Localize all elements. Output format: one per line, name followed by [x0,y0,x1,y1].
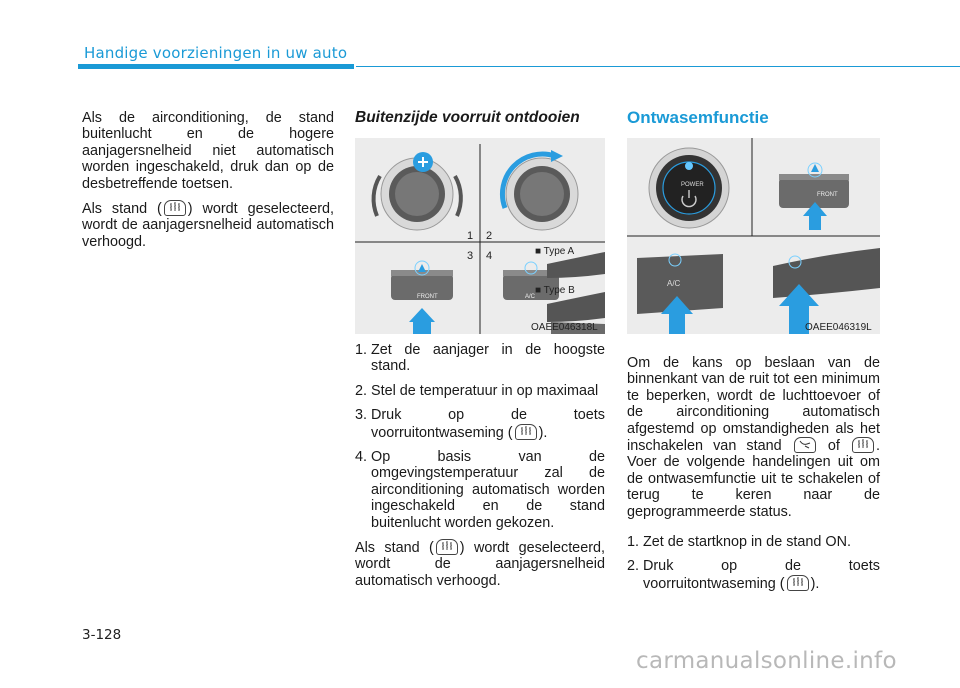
front-button-label: FRONT [417,294,438,300]
list-item: 2. Stel de temperatuur in op maximaal [355,382,599,399]
list-item: 1. Zet de startknop in de stand ON. [627,534,851,551]
figure-dehumidify-controls [627,138,880,334]
fig-num-4: 4 [486,250,493,262]
header-accent-bar [78,64,354,69]
middle-steps-block [355,342,605,597]
ac-button-label: A/C [667,279,681,288]
right-paragraph: Om de kans op beslaan van de binnenkant van de ruit tot een minimum te beperken, wordt de luchttoevoer of de airconditioning automatisch afgestemd op omstandigheden als het inschakelen van stand of . Voer de volgende handelingen uit om de ontwasemfunctie uit te schakelen of terug te keren naar de geprogrammeerde status. [627,355,881,520]
middle-paragraph: Als stand ( ) wordt geselecteerd, wordt de aanjagersnelheid automatisch verhoogd. [355,540,605,589]
section-title-dehumidify: Ontwasemfunctie [627,108,769,127]
watermark-text: carmanualsonline.info [636,648,897,674]
dehumidify-controls-illustration [627,138,880,334]
defrost-front-icon [436,539,458,555]
section-title-exterior-defrost: Buitenzijde voorruit ontdooien [355,109,580,126]
ac-button-label: A/C [525,294,536,300]
defrost-front-icon [787,575,809,591]
power-label: POWER [681,182,704,188]
steps-list [627,534,880,592]
right-column [627,110,880,136]
fig-num-1: 1 [467,230,474,242]
fig-num-3: 3 [467,250,474,262]
fig-num-2: 2 [486,230,493,242]
section-header: Handige voorzieningen in uw auto [84,44,348,62]
list-item: 1. Zet de aanjager in de hoogste stand. [355,342,605,375]
list-item: 4. Op basis van de omgevingstemperatuur zal de airconditioning automatisch worden ingeschakeld en de stand buitenlucht worden gekozen. [355,449,605,531]
figure-code: OAEE046319L [805,322,872,333]
defrost-front-icon [164,200,186,216]
left-column [82,110,334,258]
list-item: 2. Druk op de toets voorruitontwaseming ( ). [627,558,880,592]
type-a-label: ■ Type A [535,246,575,257]
steps-list [355,342,605,531]
middle-column [355,110,605,138]
page-number: 3-128 [82,627,122,643]
defrost-front-icon [515,424,537,440]
front-button-label: FRONT [817,192,838,198]
header-divider-line [356,66,960,67]
figure-code: OAEE046318L [531,322,598,333]
left-paragraph-1: Als de airconditioning, de stand buitenlucht en de hogere aanjagersnelheid niet automatisch worden ingeschakeld, druk dan op de desbetreffende toetsen. [82,110,334,192]
floor-defrost-icon [794,437,816,453]
figure-defrost-controls [355,138,605,334]
right-text-block [627,355,880,600]
list-item: 3. Druk op de toets voorruitontwaseming ( ). [355,407,605,441]
type-b-label: ■ Type B [535,285,575,296]
left-paragraph-2: Als stand ( ) wordt geselecteerd, wordt de aanjagersnelheid automatisch verhoogd. [82,201,334,250]
defrost-controls-illustration [355,138,605,334]
defrost-front-icon [852,437,874,453]
